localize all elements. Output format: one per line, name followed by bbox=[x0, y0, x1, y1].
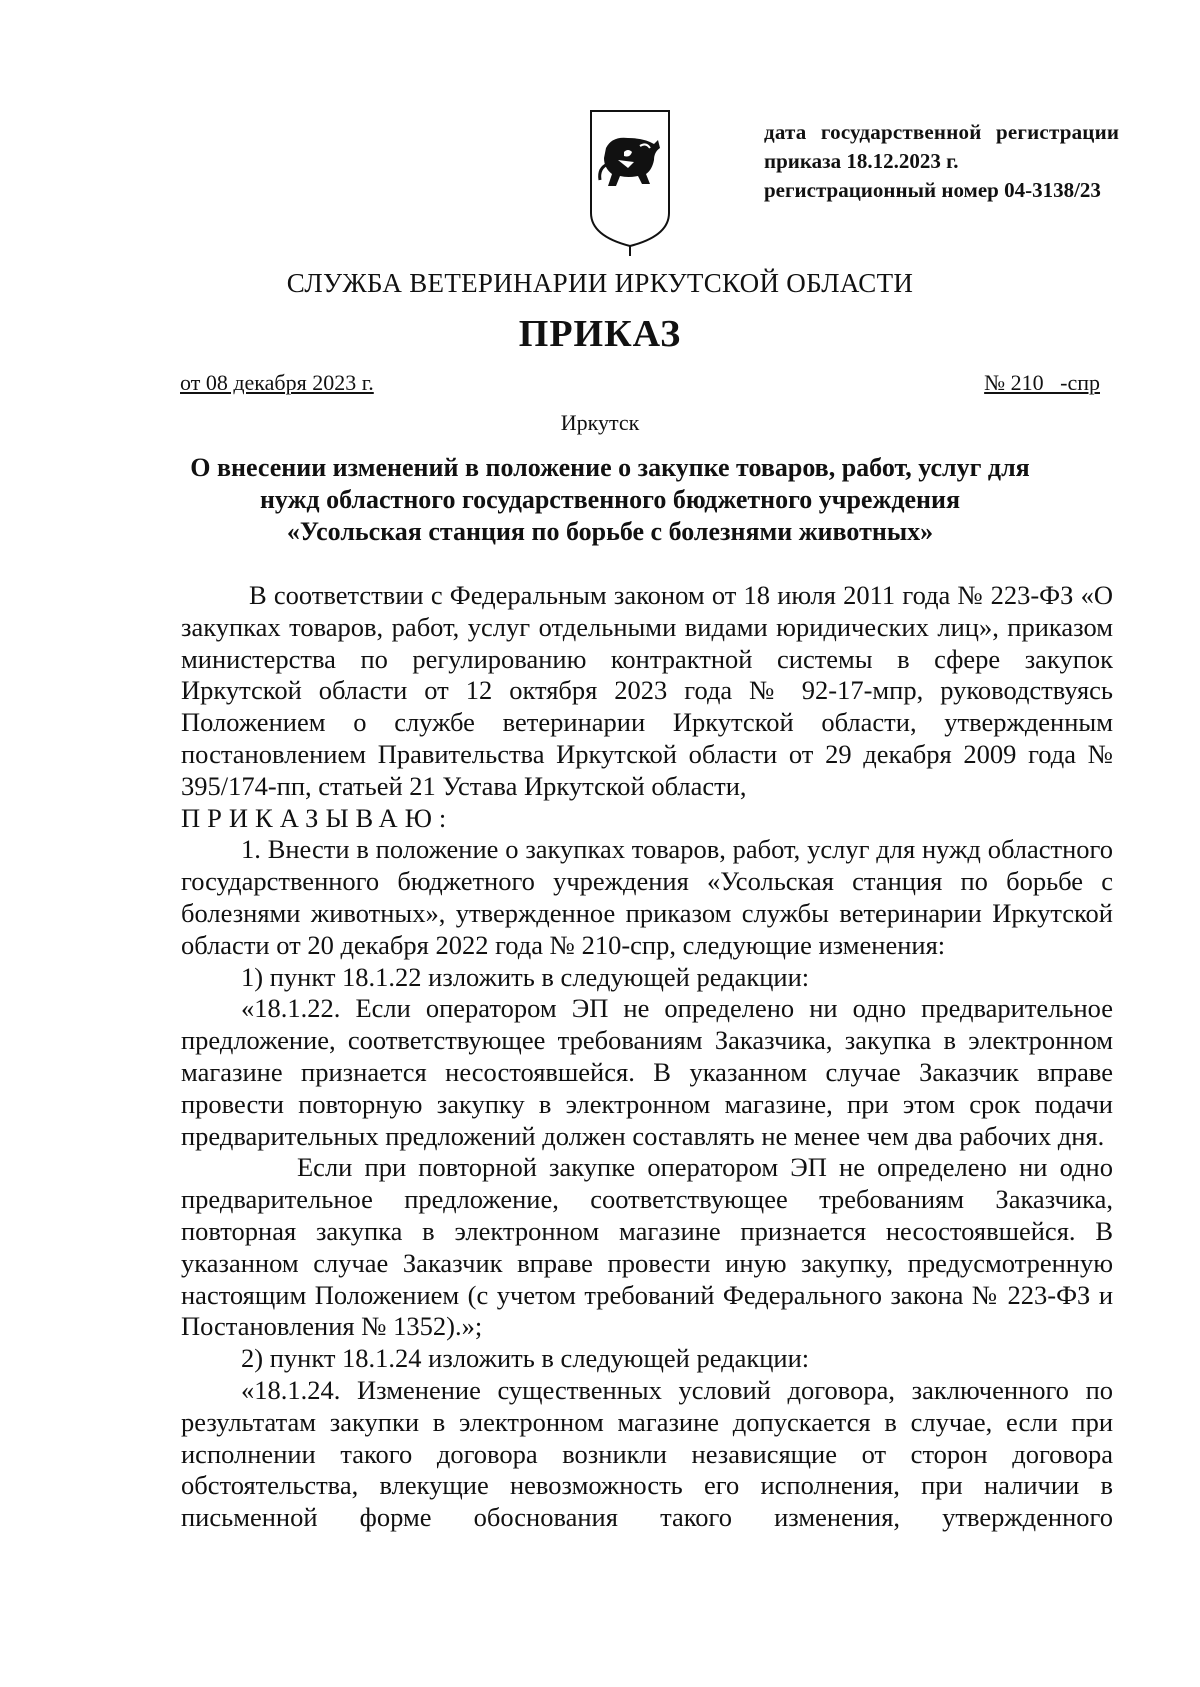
subitem-1-heading: 1) пункт 18.1.22 изложить в следующей редакции: bbox=[241, 961, 810, 992]
order-date: от 08 декабря 2023 г. bbox=[180, 370, 374, 395]
document-type: ПРИКАЗ bbox=[518, 313, 682, 355]
coat-of-arms-icon bbox=[588, 108, 672, 258]
registration-number: регистрационный номер 04-3138/23 bbox=[764, 178, 1101, 202]
document-body bbox=[181, 580, 1113, 1534]
agency-name: СЛУЖБА ВЕТЕРИНАРИИ ИРКУТСКОЙ ОБЛАСТИ bbox=[286, 268, 914, 298]
registration-order-date: приказа 18.12.2023 г. bbox=[764, 149, 959, 173]
title-line-1: О внесении изменений в положение о закупке товаров, работ, услуг для bbox=[190, 453, 1030, 482]
order-word: ПРИКАЗЫВАЮ: bbox=[181, 802, 454, 833]
document-title bbox=[130, 452, 1090, 548]
subitem-1-text-paragraph-2: Если при повторной закупке оператором ЭП не определено ни одно предварительное предложение, соответствующее требованиям Заказчика, повторная закупка в электронном магазине признается несостоявшейся. В указанном случае Заказчик вправе провести иную закупку, предусмотренную настоящим Положением (с учетом требований Федерального закона № 223-ФЗ и Постановления № 1352).»; bbox=[181, 1152, 1113, 1342]
subitem-1-text-paragraph-1: «18.1.22. Если оператором ЭП не определено ни одно предварительное предложение, соответствующее требованиям Заказчика, закупка в электронном магазине признается несостоявшейся. В указанном случае Заказчик вправе провести повторную закупку в электронном магазине, при этом срок подачи предварительных предложений должен составлять не менее чем два рабочих дня. bbox=[181, 993, 1113, 1151]
order-number: № 210 -спр bbox=[984, 370, 1100, 395]
subitem-2-heading: 2) пункт 18.1.24 изложить в следующей редакции: bbox=[241, 1343, 810, 1374]
registration-date-label: дата государственной регистрации bbox=[764, 120, 1120, 144]
title-line-2: нужд областного государственного бюджетного учреждения bbox=[259, 485, 961, 514]
item-1-paragraph: 1. Внести в положение о закупках товаров, работ, услуг для нужд областного государственного бюджетного учреждения «Усольская станция по борьбе с болезнями животных», утвержденное приказом службы ветеринарии Иркутской области от 20 декабря 2022 года № 210-спр, следующие изменения: bbox=[181, 834, 1113, 960]
preamble-paragraph: В соответствии с Федеральным законом от 18 июля 2011 года № 223-ФЗ «О закупках товаров, работ, услуг отдельными видами юридических лиц», приказом министерства по регулированию контрактной системы в сфере закупок Иркутской области от 12 октября 2023 года № 92-17-мпр, руководствуясь Положением о службе ветеринарии Иркутской области, утвержденным постановлением Правительства Иркутской области от 29 декабря 2009 года № 395/174-пп, статьей 21 Устава Иркутской области, bbox=[181, 580, 1113, 801]
subitem-2-text-paragraph: «18.1.24. Изменение существенных условий договора, заключенного по результатам закупки в электронном магазине допускается в случае, если при исполнении такого договора возникли независящие от сторон договора обстоятельства, влекущие невозможность его исполнения, при наличии в письменной форме обоснования такого изменения, утвержденного bbox=[181, 1374, 1113, 1533]
coat-of-arms-emblem bbox=[588, 108, 672, 258]
registration-block bbox=[764, 118, 1144, 205]
city: Иркутск bbox=[560, 410, 640, 435]
title-line-3: «Усольская станция по борьбе с болезнями животных» bbox=[286, 517, 934, 546]
